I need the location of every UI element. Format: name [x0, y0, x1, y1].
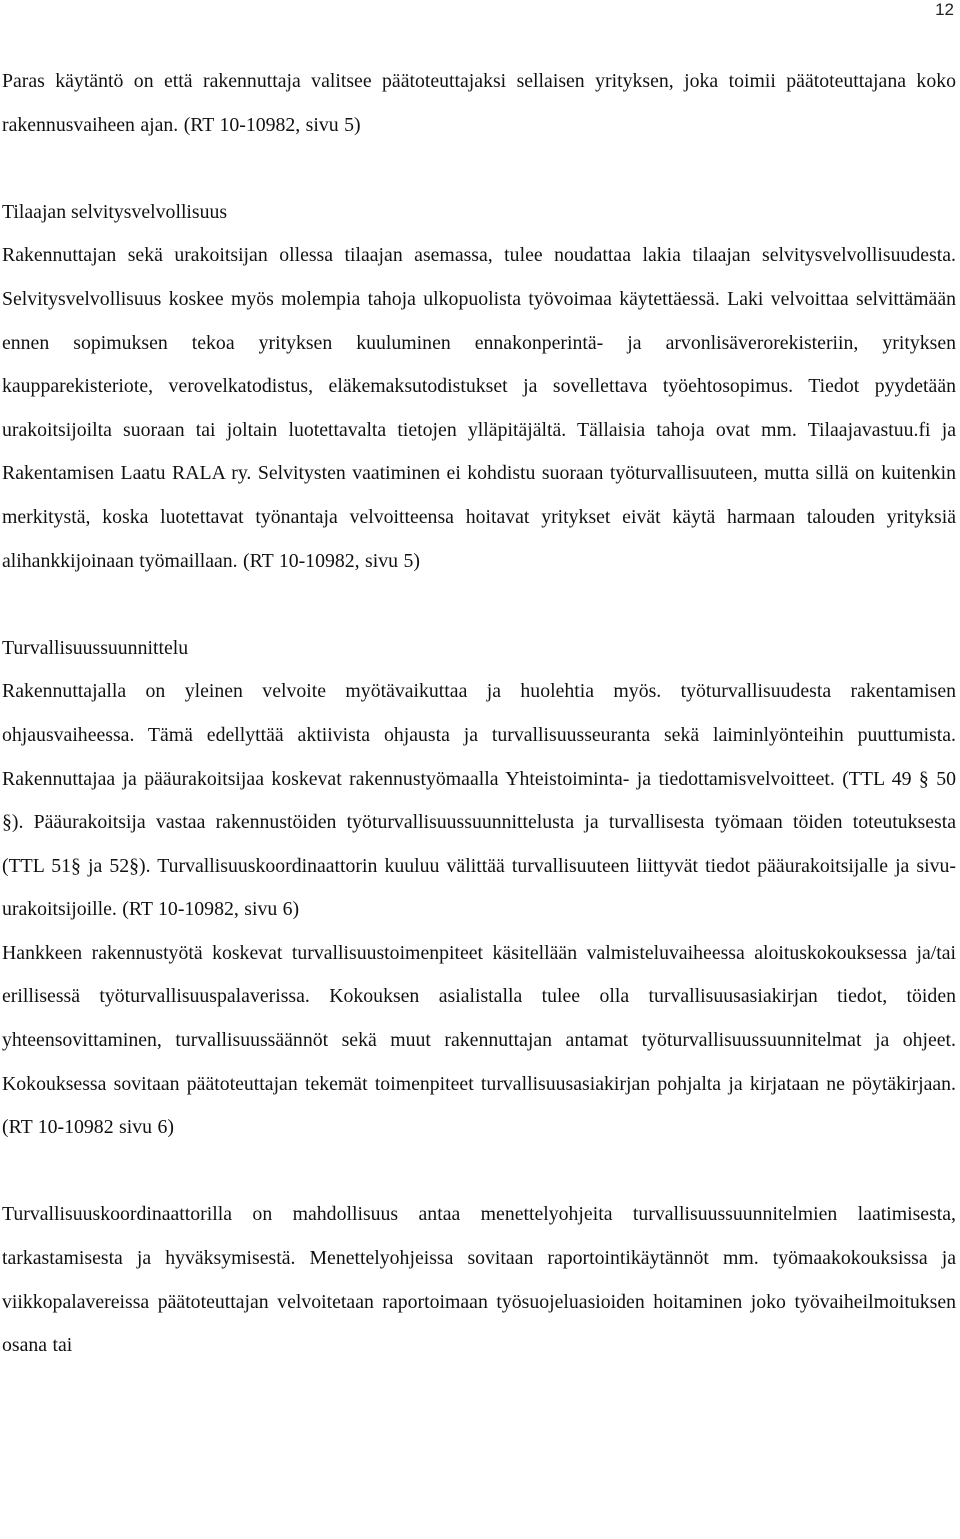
paragraph-aloituskokous: Hankkeen rakennustyötä koskevat turvallisuustoimenpiteet käsitellään valmisteluvaiheessa aloituskokouksessa ja/tai erillisessä työturvallisuuspalaverissa. Kokouksen asialistalla tulee olla turvallisuusasiakirjan tiedot, töiden yhteensovittaminen, turvallisuussäännöt sekä muut rakennuttajan antamat työturvallisuussuunnitelmat ja ohjeet. Kokouksessa sovitaan päätoteuttajan tekemät toimenpiteet turvallisuusasiakirjan pohjalta ja kirjataan ne pöytäkirjaan. (RT 10-10982 sivu 6)	[2, 941, 956, 1139]
paragraph-rakennuttajan-velvoite: Rakennuttajalla on yleinen velvoite myötävaikuttaa ja huolehtia myös. työturvallisuudesta rakentamisen ohjausvaiheessa. Tämä edellyttää aktiivista ohjausta ja turvallisuusseuranta sekä laiminlyönteihin puuttumista. Rakennuttajaa ja pääurakoitsijaa koskevat rakennustyömaalla Yhteistoiminta- ja tiedottamisvelvoitteet. (TTL 49 § 50 §). Pääurakoitsija vastaa rakennustöiden työturvallisuussuunnittelusta ja turvallisesta työmaan töiden toteutuksesta (TTL 51§ ja 52§). Turvallisuuskoordinaattorin kuuluu välittää turvallisuuteen liittyvät tiedot pääurakoitsijalle ja sivu-urakoitsijoille. (RT 10-10982, sivu 6)	[2, 680, 956, 921]
paragraph-turvallisuuskoordinaattori: Turvallisuuskoordinaattorilla on mahdollisuus antaa menettelyohjeita turvallisuussuunnitelmien laatimisesta, tarkastamisesta ja hyväksymisestä. Menettelyohjeissa sovitaan raportointikäytännöt mm. työmaakokouksissa ja viikkopalavereissa päätoteuttajan velvoitetaan raportoimaan työsuojeluasioiden hoitaminen joko työvaiheilmoituksen osana tai	[2, 1203, 956, 1357]
heading-tilaajan-selvitysvelvollisuus: Tilaajan selvitysvelvollisuus	[2, 200, 228, 223]
page-number: 12	[935, 0, 954, 19]
document-body	[2, 60, 956, 1368]
spacer	[2, 147, 956, 191]
paragraph-best-practice: Paras käytäntö on että rakennuttaja valitsee päätoteuttajaksi sellaisen yrityksen, joka toimii päätoteuttajana koko rakennusvaiheen ajan. (RT 10-10982, sivu 5)	[2, 70, 956, 136]
heading-turvallisuussuunnittelu: Turvallisuussuunnittelu	[2, 636, 189, 659]
spacer	[2, 583, 956, 627]
spacer	[2, 1150, 956, 1194]
paragraph-selvitysvelvollisuus: Rakennuttajan sekä urakoitsijan ollessa tilaajan asemassa, tulee noudattaa lakia tilaajan selvitysvelvollisuudesta. Selvitysvelvollisuus koskee myös molempia tahoja ulkopuolista työvoimaa käytettäessä. Laki velvoittaa selvittämään ennen sopimuksen tekoa yrityksen kuuluminen ennakonperintä- ja arvonlisäverorekisteriin, yrityksen kaupparekisteriote, verovelkatodistus, eläkemaksutodistukset ja sovellettava työehtosopimus. Tiedot pyydetään urakoitsijoilta suoraan tai joltain luotettavalta tietojen ylläpitäjältä. Tällaisia tahoja ovat mm. Tilaajavastuu.fi ja Rakentamisen Laatu RALA ry. Selvitysten vaatiminen ei kohdistu suoraan työturvallisuuteen, mutta sillä on kuitenkin merkitystä, koska luotettavat työnantaja velvoitteensa hoitavat yritykset eivät käytä harmaan talouden yrityksiä alihankkijoinaan työmaillaan. (RT 10-10982, sivu 5)	[2, 244, 956, 572]
